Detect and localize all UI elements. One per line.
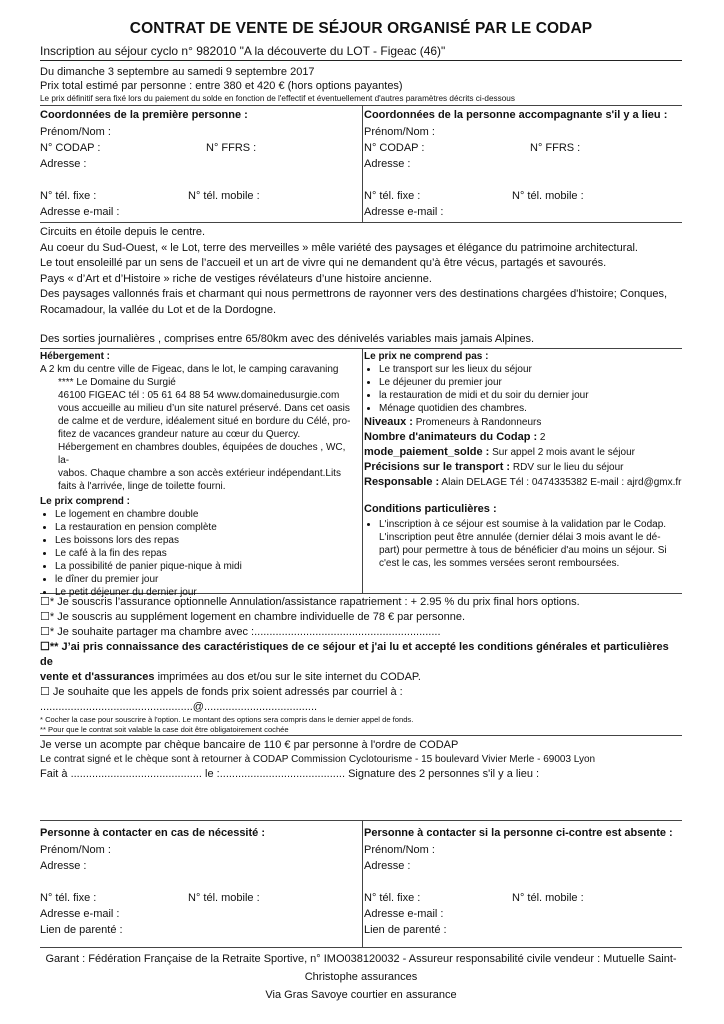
emergency-section (40, 821, 682, 948)
level-row (364, 415, 682, 430)
included-list (40, 508, 358, 599)
page-title: CONTRAT DE VENTE DE SÉJOUR ORGANISÉ PAR LE CODAP (129, 20, 593, 37)
emergency-left-name[interactable]: Prénom/Nom : (40, 843, 111, 856)
trip-subtitle: Inscription au séjour cyclo n° 982010 "A la découverte du LOT - Figeac (46)" (40, 44, 682, 61)
list-item: • le dîner du premier jour (55, 573, 358, 586)
first-ffrs-field[interactable]: N° FFRS : (206, 142, 257, 154)
second-mobile-field[interactable]: N° tél. mobile : (512, 190, 584, 202)
payment-mode-value: Sur appel 2 mois avant le séjour (492, 446, 635, 458)
list-item: • la restauration de midi et du soir du dernier jour (379, 389, 682, 402)
lodging-line: faits à l'arrivée, linge de toilette fourni. (58, 480, 226, 492)
second-person-heading: Coordonnées de la personne accompagnante s'il y a lieu : (364, 109, 668, 121)
excluded-list (364, 363, 682, 415)
list-item: • Les boissons lors des repas (55, 534, 358, 547)
lodging-line: A 2 km du centre ville de Figeac, dans le lot, le camping caravaning (40, 363, 339, 375)
list-item: • Le logement en chambre double (55, 508, 358, 521)
emergency-right-phone[interactable]: N° tél. fixe : (364, 891, 421, 904)
description-line: Circuits en étoile depuis le centre. (40, 226, 206, 238)
trip-dates: Du dimanche 3 septembre au samedi 9 septembre 2017 (40, 66, 315, 78)
emergency-right-name[interactable]: Prénom/Nom : (364, 843, 435, 856)
second-phone-field[interactable]: N° tél. fixe : (364, 190, 421, 202)
manager-value: Alain DELAGE Tél : 0474335382 E-mail : ajrd@gmx.fr (441, 476, 682, 488)
emergency-right-relation[interactable]: Lien de parenté : (364, 923, 447, 936)
trip-description (40, 223, 682, 349)
description-line: Au coeur du Sud-Ouest, « le Lot, terre des merveilles » mêle variété des paysages et élégance du patrimoine architectural. (40, 241, 638, 254)
accept-conditions-checkbox[interactable]: ☐** J’ai pris connaissance des caractéristiques de ce séjour et j'ai lu et accepté les conditions générales et particulières de (40, 640, 669, 668)
transport-row (364, 460, 682, 475)
second-codap-field[interactable]: N° CODAP : (364, 142, 425, 154)
accept-conditions-line2 (40, 670, 682, 685)
options-section (40, 594, 682, 736)
outings-text: Des sorties journalières , comprises entre 65/80km avec des dénivelés variables mais jamais Alpines. (40, 332, 682, 349)
details-section (40, 349, 682, 598)
second-email-field[interactable]: Adresse e-mail : (364, 206, 444, 218)
first-phone-field[interactable]: N° tél. fixe : (40, 190, 97, 202)
coordinates-section (40, 106, 682, 223)
lodging-line: vous accueille au milieu d’un site naturel préservé. Dans cet oasis (58, 402, 350, 414)
manager-row (364, 475, 682, 490)
emergency-left-phone[interactable]: N° tél. fixe : (40, 891, 97, 904)
footer-line: Christophe assurances (304, 970, 418, 983)
payment-section (40, 736, 682, 821)
footer-line: Garant : Fédération Française de la Retraite Sportive, n° IMO038120032 - Assureur responsabilité civile vendeur : Mutuelle Saint- (45, 952, 677, 965)
column-divider (362, 821, 363, 947)
lodging-column (40, 350, 358, 599)
signature-line[interactable]: Fait à ........................................... le :......................................... Signature des 2 personnes s'il y a lieu : (40, 767, 540, 780)
lodging-line: fitez de vacances grandeur nature au cœur du Quercy. (58, 428, 301, 440)
lodging-line: de calme et de verdure, idéalement situé en bordure du Célé, pro- (58, 415, 351, 427)
level-label: Niveaux : (364, 415, 413, 428)
list-item: • Le petit déjeuner du dernier jour (55, 586, 358, 599)
list-item: • Ménage quotidien des chambres. (379, 402, 682, 415)
insurance-option[interactable]: ☐* Je souscris l’assurance optionnelle Annulation/assistance rapatriement : + 2.95 % du prix final hors options. (40, 595, 580, 608)
emergency-left-block (40, 826, 360, 939)
payment-mode-row (364, 445, 682, 460)
level-value: Promeneurs à Randonneurs (415, 416, 542, 428)
list-item: • Le déjeuner du premier jour (379, 376, 682, 389)
single-room-option[interactable]: ☐* Je souscris au supplément logement en chambre individuelle de 78 € par personne. (40, 610, 466, 623)
lodging-line: Hébergement en chambres doubles, équipées de douches , WC, la- (58, 441, 346, 466)
description-line: Pays « d’Art et d’Histoire » riche de vestiges révélateurs d’une histoire ancienne. (40, 272, 432, 285)
accept-conditions-bold: vente et d'assurances (40, 670, 155, 683)
first-person-block (40, 108, 360, 221)
emergency-right-email[interactable]: Adresse e-mail : (364, 907, 444, 920)
second-address-field[interactable]: Adresse : (364, 158, 411, 170)
share-room-option[interactable]: ☐* Je souhaite partager ma chambre avec :............................................................. (40, 625, 441, 638)
description-line: Le tout ensoleillé par un sens de l’accueil et un art de vivre qui ne demandent qu’à être vécus, partagés et savourés. (40, 257, 607, 269)
emergency-left-email[interactable]: Adresse e-mail : (40, 907, 120, 920)
lodging-line: **** Le Domaine du Surgié (58, 376, 176, 388)
emergency-left-heading: Personne à contacter en cas de nécessité : (40, 826, 265, 839)
manager-label: Responsable : (364, 475, 440, 488)
email-calls-option[interactable]: ☐ Je souhaite que les appels de fonds prix soient adressés par courriel à : ..................................................@..................................... (40, 685, 403, 713)
animators-row (364, 430, 682, 445)
return-address-text: Le contrat signé et le chèque sont à retourner à CODAP Commission Cyclotourisme - 15 boulevard Vivier Merle - 69003 Lyon (40, 753, 596, 765)
transport-value: RDV sur le lieu du séjour (512, 461, 624, 473)
emergency-left-address[interactable]: Adresse : (40, 859, 87, 872)
column-divider (362, 106, 363, 222)
price-info-column (364, 350, 682, 570)
transport-label: Précisions sur le transport : (364, 460, 511, 473)
condition-line: L'inscription à ce séjour est soumise à la validation par le Codap. (379, 518, 667, 530)
first-name-field[interactable]: Prénom/Nom : (40, 126, 111, 138)
deposit-text: Je verse un acompte par chèque bancaire de 110 € par personne à l'ordre de CODAP (40, 738, 459, 751)
option-footnote-2: ** Pour que le contrat soit valable la case doit être obligatoirement cochée (40, 724, 289, 734)
condition-line: c'est le cas, les sommes versées seront remboursées. (379, 557, 620, 569)
lodging-line: vabos. Chaque chambre a son accès extérieur indépendant.Lits (58, 467, 341, 479)
option-footnote-1: * Cocher la case pour souscrire à l'option. Le montant des options sera compris dans le dernier appel de fonds. (40, 714, 414, 724)
second-name-field[interactable]: Prénom/Nom : (364, 126, 435, 138)
animators-value: 2 (539, 431, 546, 443)
description-line: Rocamadour, la vallée du Lot et de la Dordogne. (40, 303, 277, 316)
first-address-field[interactable]: Adresse : (40, 158, 87, 170)
second-ffrs-field[interactable]: N° FFRS : (530, 142, 581, 154)
condition-line: L'inscription peut être annulée (dernier délai 3 mois avant le dé- (379, 531, 661, 543)
conditions-heading: Conditions particulières : (364, 502, 497, 515)
animators-label: Nombre d'animateurs du Codap : (364, 430, 538, 443)
lodging-line: 46100 FIGEAC tél : 05 61 64 88 54 www.domainedusurgie.com (58, 389, 340, 401)
included-heading: Le prix comprend : (40, 495, 131, 507)
conditions-list (364, 518, 682, 531)
first-codap-field[interactable]: N° CODAP : (40, 142, 101, 154)
emergency-right-heading: Personne à contacter si la personne ci-contre est absente : (364, 826, 673, 839)
footer (40, 948, 682, 1004)
first-person-heading: Coordonnées de la première personne : (40, 109, 248, 121)
list-item: • Le café à la fin des repas (55, 547, 358, 560)
first-email-field[interactable]: Adresse e-mail : (40, 206, 120, 218)
condition-line: part) pour permettre à tous de bénéficier d'au moins un séjour. Si (379, 544, 667, 556)
list-item: • Le transport sur les lieux du séjour (379, 363, 682, 376)
trip-price: Prix total estimé par personne : entre 380 et 420 € (hors options payantes) (40, 80, 403, 92)
emergency-left-mobile[interactable]: N° tél. mobile : (188, 891, 260, 904)
list-item (379, 518, 682, 531)
footer-line: Via Gras Savoye courtier en assurance (265, 988, 457, 1001)
payment-mode-label: mode_paiement_solde : (364, 445, 490, 458)
lodging-heading: Hébergement : (40, 350, 111, 362)
price-note: Le prix définitif sera fixé lors du paiement du solde en fonction de l'effectif et éventuellement d'autres paramètres décrits ci-dessous (40, 93, 682, 106)
column-divider (362, 349, 363, 593)
list-item: • La restauration en pension complète (55, 521, 358, 534)
first-mobile-field[interactable]: N° tél. mobile : (188, 190, 260, 202)
second-person-block (364, 108, 682, 221)
emergency-left-relation[interactable]: Lien de parenté : (40, 923, 123, 936)
excluded-heading: Le prix ne comprend pas : (364, 350, 489, 362)
emergency-right-block (364, 826, 682, 939)
list-item: • La possibilité de panier pique-nique à midi (55, 560, 358, 573)
contract-page (40, 20, 682, 1004)
emergency-right-address[interactable]: Adresse : (364, 859, 411, 872)
accept-conditions-rest: imprimées au dos et/ou sur le site internet du CODAP. (154, 670, 421, 683)
emergency-right-mobile[interactable]: N° tél. mobile : (512, 891, 584, 904)
description-line: Des paysages vallonnés frais et charmant qui nous permettrons de rayonner vers des destinations chargées d'histoire; Conques, (40, 288, 667, 300)
